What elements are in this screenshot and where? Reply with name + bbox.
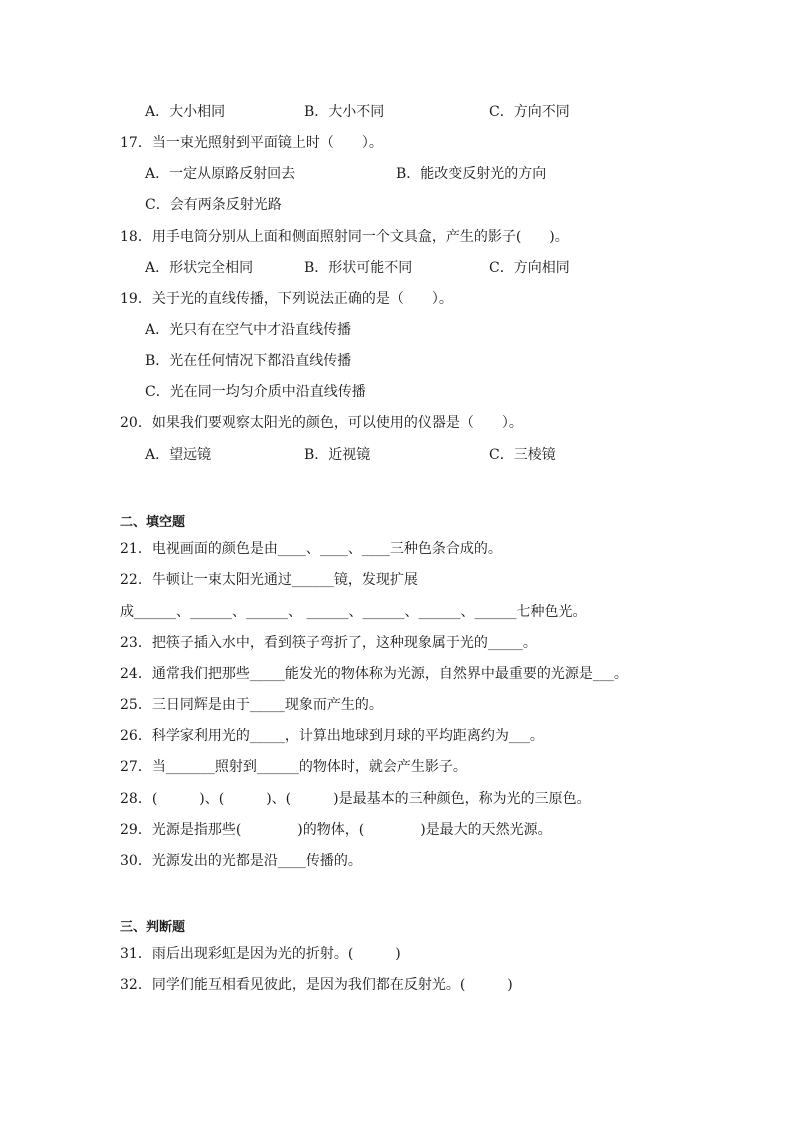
q20-option-a: A．望远镜 (145, 447, 212, 463)
q19-option-a: A．光只有在空气中才沿直线传播 (145, 322, 352, 338)
q29: 29．光源是指那些( )的物体，( )是最大的天然光源。 (120, 822, 552, 838)
q31: 31．雨后出现彩虹是因为光的折射。( ) (120, 946, 401, 962)
q27: 27．当_______照射到______的物体时，就会产生影子。 (120, 759, 467, 775)
q17-stem: 17．当一束光照射到平面镜上时（ ）。 (120, 135, 383, 151)
q21: 21．电视画面的颜色是由____、____、____三种色条合成的。 (120, 541, 502, 557)
q26: 26．科学家利用光的_____，计算出地球到月球的平均距离约为___。 (120, 728, 544, 744)
q19-option-c: C．光在同一均匀介质中沿直线传播 (145, 384, 366, 400)
q18-options (0, 258, 794, 278)
q16-option-b: B．大小不同 (304, 104, 385, 120)
q16-option-a: A．大小相同 (145, 104, 226, 120)
q22-line2: 成______、______、______、 ______、______、______、______七种色光。 (120, 604, 587, 620)
q17-options-row1 (0, 164, 794, 184)
q17-option-a: A．一定从原路反射回去 (145, 166, 296, 182)
q24: 24．通常我们把那些_____能发光的物体称为光源，自然界中最重要的光源是___。 (120, 666, 628, 682)
q16-options (0, 102, 794, 122)
q20-stem: 20．如果我们要观察太阳光的颜色，可以使用的仪器是（ ）。 (120, 415, 523, 431)
q18-option-c: C．方向相同 (489, 260, 570, 276)
q17-option-b: B．能改变反射光的方向 (396, 166, 547, 182)
q17-option-c: C．会有两条反射光路 (145, 197, 282, 213)
q20-options (0, 445, 794, 465)
q16-option-c: C．方向不同 (489, 104, 570, 120)
section3-heading: 三、判断题 (120, 920, 186, 935)
q19-option-b: B．光在任何情况下都沿直线传播 (145, 353, 352, 369)
section2-heading: 二、填空题 (120, 515, 186, 530)
q18-option-a: A．形状完全相同 (145, 260, 254, 276)
q25: 25．三日同辉是由于_____现象而产生的。 (120, 697, 383, 713)
q22-line1: 22．牛顿让一束太阳光通过______镜，发现扩展 (120, 572, 418, 588)
q30: 30．光源发出的光都是沿____传播的。 (120, 853, 362, 869)
q19-stem: 19．关于光的直线传播，下列说法正确的是（ ）。 (120, 291, 453, 307)
q20-option-c: C．三棱镜 (489, 447, 556, 463)
q18-option-b: B．形状可能不同 (304, 260, 413, 276)
q23: 23．把筷子插入水中，看到筷子弯折了，这种现象属于光的_____。 (120, 635, 537, 651)
q32: 32．同学们能互相看见彼此，是因为我们都在反射光。( ) (120, 977, 513, 993)
q20-option-b: B．近视镜 (304, 447, 371, 463)
q18-stem: 18．用手电筒分别从上面和侧面照射同一个文具盒，产生的影子( )。 (120, 229, 569, 245)
q28: 28．( )、( )、( )是最基本的三种颜色，称为光的三原色。 (120, 791, 591, 807)
